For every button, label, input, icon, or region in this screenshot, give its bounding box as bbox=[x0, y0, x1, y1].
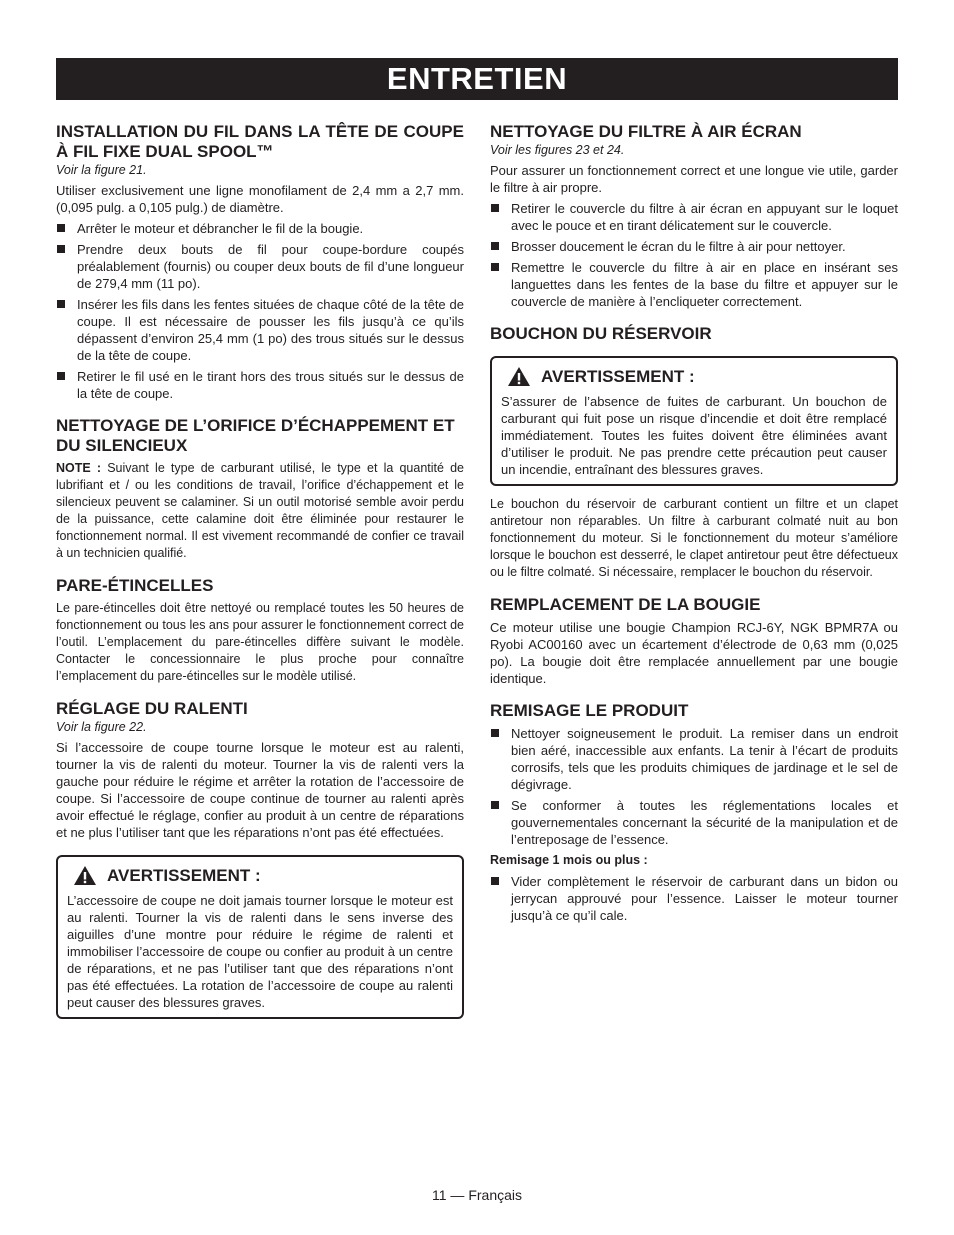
figure-ref: Voir les figures 23 et 24. bbox=[490, 143, 625, 157]
square-bullet-icon bbox=[491, 877, 499, 885]
subheading: Remisage 1 mois ou plus : bbox=[490, 853, 648, 867]
warning-header bbox=[501, 366, 887, 387]
bullet-list bbox=[490, 873, 898, 924]
square-bullet-icon bbox=[491, 204, 499, 212]
section-heading: PARE-ÉTINCELLES bbox=[56, 576, 214, 595]
paragraph: Le pare-étincelles doit être nettoyé ou remplacé toutes les 50 heures de fonctionnement ou tous les ans pour assurer le fonctionnement correct de l’outil. L’emplacement du pare-étincelles diffère suivant le modèle. Contacter le concessionnaire le plus proche pour connaître l’emplacement du pare-étincelles sur le modèle utilisé. bbox=[56, 601, 464, 683]
list-item-text: Brosser doucement le écran du le filtre à air pour nettoyer. bbox=[511, 239, 846, 254]
square-bullet-icon bbox=[491, 263, 499, 271]
section-heading: INSTALLATION DU FIL DANS LA TÊTE DE COUPE À FIL FIXE DUAL SPOOL™ bbox=[56, 122, 464, 161]
list-item-text: Prendre deux bouts de fil pour coupe-bordure coupés préalablement (fournis) ou couper deux bouts de fil d’une longueur de 279,4 mm (11 po). bbox=[77, 242, 464, 291]
warning-header bbox=[67, 865, 453, 886]
list-item bbox=[490, 238, 898, 255]
square-bullet-icon bbox=[491, 801, 499, 809]
figure-ref: Voir la figure 22. bbox=[56, 720, 147, 734]
square-bullet-icon bbox=[57, 300, 65, 308]
list-item-text: Retirer le fil usé en le tirant hors des trous situés sur le dessus de la tête de coupe. bbox=[77, 369, 464, 401]
list-item-text: Vider complètement le réservoir de carburant dans un bidon ou jerrycan approuvé pour l’essence. Laisser le moteur tourner jusqu’à ce qu’il cale. bbox=[511, 874, 898, 923]
list-item-text: Nettoyer soigneusement le produit. La remiser dans un endroit bien aéré, inaccessible aux enfants. La tenir à l’écart de produits corrosifs, tels que les produits chimiques de jardinage et le sel de dégivrage. bbox=[511, 726, 898, 792]
list-item-text: Retirer le couvercle du filtre à air écran en appuyant sur le loquet avec le pouce et en tirant délicatement sur le couvercle. bbox=[511, 201, 898, 233]
figure-ref: Voir la figure 21. bbox=[56, 163, 147, 177]
list-item bbox=[56, 241, 464, 292]
paragraph: Pour assurer un fonctionnement correct et une longue vie utile, garder le filtre à air propre. bbox=[490, 163, 898, 195]
left-column bbox=[56, 122, 464, 1019]
page-title: ENTRETIEN bbox=[56, 58, 898, 100]
square-bullet-icon bbox=[57, 245, 65, 253]
paragraph: Si l’accessoire de coupe tourne lorsque le moteur est au ralenti, tourner la vis de ralenti du moteur. Tourner la vis de ralenti vers la gauche pour réduire le régime et arrêter la rotation de l’accessoire de coupe. Si l’accessoire de coupe continue de tourner au ralenti après avoir effectué le réglage, confier au produit à un centre de réparations et ne plus l’utiliser tant que les réparations n’ont pas été effectuées. bbox=[56, 740, 464, 840]
paragraph: Ce moteur utilise une bougie Champion RCJ-6Y, NGK BPMR7A ou Ryobi AC00160 avec un écartement d’électrode de 0,63 mm (0,025 po). La bougie doit être remplacée annuellement par une bougie identique. bbox=[490, 620, 898, 686]
section-heading: NETTOYAGE DE L’ORIFICE D’ÉCHAPPEMENT ET DU SILENCIEUX bbox=[56, 416, 455, 455]
page-footer: 11 — Français bbox=[432, 1187, 522, 1203]
section-heading: REMISAGE LE PRODUIT bbox=[490, 701, 689, 720]
warning-triangle-icon bbox=[73, 865, 97, 886]
bullet-list bbox=[490, 200, 898, 310]
warning-triangle-icon bbox=[507, 366, 531, 387]
list-item bbox=[56, 368, 464, 402]
list-item-text: Insérer les fils dans les fentes situées de chaque côté de la tête de coupe. Il est nécessaire de pousser les fils jusqu’à ce qu’ils dépassent d’environ 25,4 mm (1 po) des trous situés sur le dessus de la tête de coupe. bbox=[77, 297, 464, 363]
note-label: NOTE : bbox=[56, 461, 102, 475]
square-bullet-icon bbox=[491, 242, 499, 250]
list-item bbox=[490, 200, 898, 234]
paragraph: Le bouchon du réservoir de carburant contient un filtre et un clapet antiretour non réparables. Un filtre à carburant colmaté nuit au bon fonctionnement du moteur. Si le fonctionnement du moteur s’améliore lorsque le bouchon est desserré, le clapet antiretour peut être défectueux ou le filtre colmaté. Si nécessaire, remplacer le bouchon du réservoir. bbox=[490, 497, 898, 579]
paragraph: Utiliser exclusivement une ligne monofilament de 2,4 mm a 2,7 mm. (0,095 pulg. a 0,105 pulg.) de diamètre. bbox=[56, 183, 464, 215]
warning-text: L’accessoire de coupe ne doit jamais tourner lorsque le moteur est au ralenti. Tourner la vis de ralenti dans le sens inverse des aiguilles d’une montre pour réduire le régime de ralenti et immobiliser l’accessoire de coupe ou confier au produit à un centre de réparations, et ne pas l’utiliser tant que des réparations n’ont pas été effectuées. La rotation de l’accessoire de coupe au ralenti peut causer des blessures graves. bbox=[67, 893, 453, 1010]
list-item bbox=[56, 220, 464, 237]
warning-text: S’assurer de l’absence de fuites de carburant. Un bouchon de carburant qui fuit pose un risque d’incendie et doit être remplacé immédiatement. Toutes les fuites doivent être éliminées avant d’utiliser le produit. Ne pas prendre cette précaution peut causer un incendie, entraînant des blessures graves. bbox=[501, 394, 887, 477]
list-item bbox=[490, 725, 898, 793]
square-bullet-icon bbox=[57, 372, 65, 380]
warning-title: AVERTISSEMENT : bbox=[107, 865, 261, 885]
warning-box bbox=[490, 356, 898, 486]
section-heading: RÉGLAGE DU RALENTI bbox=[56, 699, 248, 718]
list-item-text: Se conformer à toutes les réglementations locales et gouvernementales concernant la sécurité de la manipulation et de l’entreposage de l’essence. bbox=[511, 798, 898, 847]
warning-box bbox=[56, 855, 464, 1019]
section-heading: REMPLACEMENT DE LA BOUGIE bbox=[490, 595, 761, 614]
square-bullet-icon bbox=[491, 729, 499, 737]
list-item bbox=[490, 797, 898, 848]
list-item-text: Arrêter le moteur et débrancher le fil de la bougie. bbox=[77, 221, 364, 236]
note-text: Suivant le type de carburant utilisé, le type et la quantité de lubrifiant et / ou les conditions de travail, l’orifice d’échappement et le silencieux peuvent se calaminer. Si un outil motorisé semble avoir perdu de la puissance, cette calamine doit être éliminée pour restaurer le fonctionnement normal. Il est vivement recommandé de confier ce travail à un technicien qualifié. bbox=[56, 461, 465, 560]
section-heading: BOUCHON DU RÉSERVOIR bbox=[490, 324, 712, 343]
bullet-list bbox=[56, 220, 464, 402]
list-item bbox=[490, 259, 898, 310]
list-item-text: Remettre le couvercle du filtre à air en place en insérant ses languettes dans les fentes de la base du filtre et appuyer sur le couvercle de manière à l’encliqueter correctement. bbox=[511, 260, 898, 309]
paragraph bbox=[56, 460, 464, 562]
warning-title: AVERTISSEMENT : bbox=[541, 366, 695, 386]
list-item bbox=[490, 873, 898, 924]
list-item bbox=[56, 296, 464, 364]
section-heading: NETTOYAGE DU FILTRE À AIR ÉCRAN bbox=[490, 122, 802, 141]
right-column bbox=[490, 122, 898, 928]
bullet-list bbox=[490, 725, 898, 848]
square-bullet-icon bbox=[57, 224, 65, 232]
